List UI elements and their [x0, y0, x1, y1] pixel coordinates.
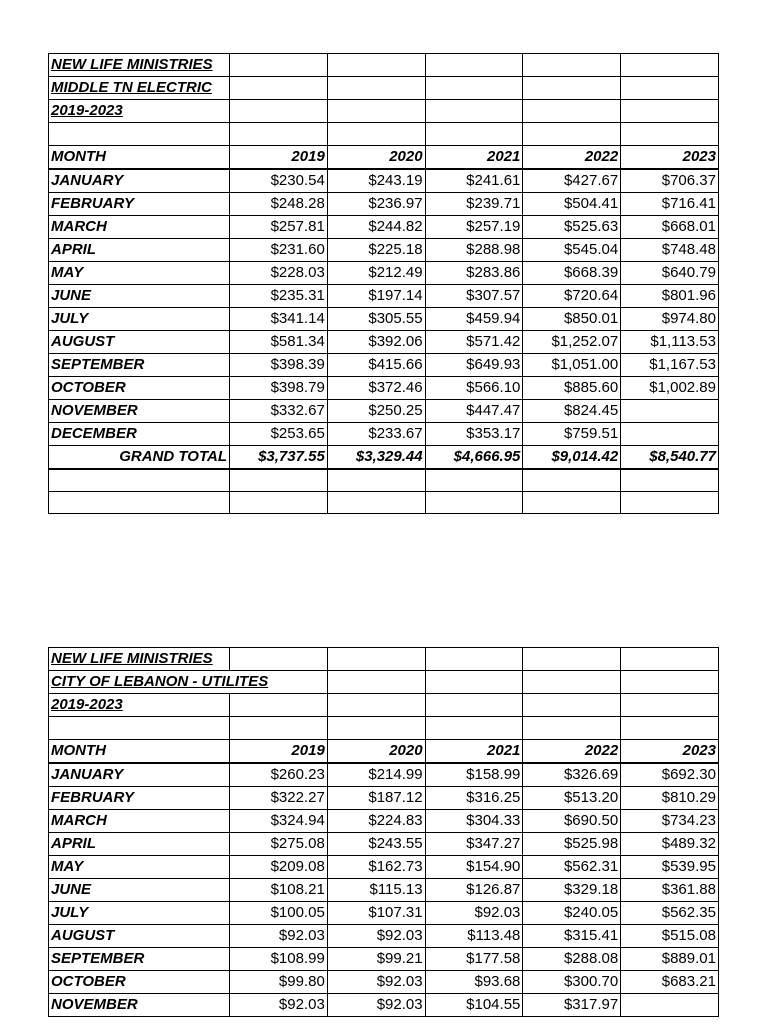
amount-cell[interactable]: $283.86: [425, 261, 523, 284]
amount-cell[interactable]: $850.01: [523, 307, 621, 330]
cell[interactable]: [523, 694, 621, 717]
amount-cell[interactable]: $1,002.89: [621, 376, 719, 399]
blank-row: [49, 717, 719, 740]
amount-cell[interactable]: $250.25: [327, 399, 425, 422]
amount-cell[interactable]: $300.70: [523, 970, 621, 993]
amount-cell[interactable]: $92.03: [230, 993, 328, 1016]
amount-cell[interactable]: $668.39: [523, 261, 621, 284]
amount-cell[interactable]: $231.60: [230, 238, 328, 261]
cell[interactable]: [523, 77, 621, 100]
amount-cell[interactable]: $260.23: [230, 763, 328, 787]
amount-cell[interactable]: $885.60: [523, 376, 621, 399]
cell[interactable]: [523, 648, 621, 671]
grand-total-label[interactable]: GRAND TOTAL: [49, 445, 230, 469]
cell[interactable]: [230, 694, 328, 717]
cell[interactable]: [523, 491, 621, 514]
amount-cell[interactable]: $539.95: [621, 855, 719, 878]
cell[interactable]: [425, 648, 523, 671]
amount-cell[interactable]: $228.03: [230, 261, 328, 284]
month-cell[interactable]: FEBRUARY: [49, 786, 230, 809]
amount-cell[interactable]: $305.55: [327, 307, 425, 330]
table-row: [49, 422, 719, 445]
cell[interactable]: [230, 54, 328, 77]
amount-cell[interactable]: $515.08: [621, 924, 719, 947]
table-row: [49, 169, 719, 193]
header-year[interactable]: 2021: [425, 739, 523, 763]
cell[interactable]: [230, 491, 328, 514]
utilities-table: [48, 647, 719, 1017]
cell[interactable]: [621, 54, 719, 77]
cell[interactable]: [425, 123, 523, 146]
table-row: [49, 832, 719, 855]
cell[interactable]: [425, 469, 523, 492]
cell[interactable]: [523, 469, 621, 492]
cell[interactable]: [327, 491, 425, 514]
month-cell[interactable]: NOVEMBER: [49, 399, 230, 422]
amount-cell[interactable]: $92.03: [230, 924, 328, 947]
cell[interactable]: [327, 54, 425, 77]
amount-cell[interactable]: $275.08: [230, 832, 328, 855]
month-cell[interactable]: APRIL: [49, 832, 230, 855]
cell[interactable]: [230, 717, 328, 740]
header-year[interactable]: 2023: [621, 145, 719, 169]
amount-cell[interactable]: $241.61: [425, 169, 523, 193]
amount-cell[interactable]: $720.64: [523, 284, 621, 307]
amount-cell[interactable]: $545.04: [523, 238, 621, 261]
amount-cell[interactable]: $113.48: [425, 924, 523, 947]
cell[interactable]: [230, 648, 328, 671]
amount-cell[interactable]: $224.83: [327, 809, 425, 832]
title-row: [49, 77, 719, 100]
table-row: [49, 376, 719, 399]
grand-total-cell[interactable]: $3,737.55: [230, 445, 328, 469]
amount-cell[interactable]: $316.25: [425, 786, 523, 809]
title-row: [49, 648, 719, 671]
header-year[interactable]: 2019: [230, 739, 328, 763]
title-row: [49, 54, 719, 77]
amount-cell[interactable]: $1,252.07: [523, 330, 621, 353]
amount-cell[interactable]: $253.65: [230, 422, 328, 445]
amount-cell[interactable]: $347.27: [425, 832, 523, 855]
cell[interactable]: [425, 54, 523, 77]
amount-cell[interactable]: $640.79: [621, 261, 719, 284]
amount-cell[interactable]: $93.68: [425, 970, 523, 993]
header-row: [49, 145, 719, 169]
vendor-title[interactable]: MIDDLE TN ELECTRIC: [49, 77, 230, 100]
amount-cell[interactable]: $257.19: [425, 215, 523, 238]
amount-cell[interactable]: $197.14: [327, 284, 425, 307]
year-range-title[interactable]: 2019-2023: [49, 100, 230, 123]
cell[interactable]: [49, 491, 230, 514]
amount-cell[interactable]: $288.08: [523, 947, 621, 970]
amount-cell[interactable]: $692.30: [621, 763, 719, 787]
cell[interactable]: [621, 648, 719, 671]
header-year[interactable]: 2019: [230, 145, 328, 169]
amount-cell[interactable]: $447.47: [425, 399, 523, 422]
table-row: [49, 970, 719, 993]
amount-cell[interactable]: $974.80: [621, 307, 719, 330]
header-year[interactable]: 2022: [523, 145, 621, 169]
table-row: [49, 855, 719, 878]
header-month[interactable]: MONTH: [49, 145, 230, 169]
amount-cell[interactable]: $427.67: [523, 169, 621, 193]
table-row: [49, 878, 719, 901]
amount-cell[interactable]: $372.46: [327, 376, 425, 399]
amount-cell[interactable]: [621, 399, 719, 422]
cell[interactable]: [327, 671, 425, 694]
amount-cell[interactable]: $233.67: [327, 422, 425, 445]
amount-cell[interactable]: $566.10: [425, 376, 523, 399]
grand-total-cell[interactable]: $3,329.44: [327, 445, 425, 469]
cell[interactable]: [621, 491, 719, 514]
month-cell[interactable]: JANUARY: [49, 169, 230, 193]
month-cell[interactable]: MARCH: [49, 809, 230, 832]
blank-row: [49, 469, 719, 492]
amount-cell[interactable]: $759.51: [523, 422, 621, 445]
header-year[interactable]: 2020: [327, 739, 425, 763]
month-cell[interactable]: NOVEMBER: [49, 993, 230, 1016]
cell[interactable]: [523, 54, 621, 77]
amount-cell[interactable]: $504.41: [523, 192, 621, 215]
amount-cell[interactable]: $398.79: [230, 376, 328, 399]
amount-cell[interactable]: [621, 422, 719, 445]
cell[interactable]: [230, 77, 328, 100]
amount-cell[interactable]: $99.80: [230, 970, 328, 993]
table-row: [49, 786, 719, 809]
month-cell[interactable]: MAY: [49, 855, 230, 878]
month-cell[interactable]: JUNE: [49, 878, 230, 901]
amount-cell[interactable]: $243.55: [327, 832, 425, 855]
amount-cell[interactable]: $288.98: [425, 238, 523, 261]
table-row: [49, 924, 719, 947]
amount-cell[interactable]: $162.73: [327, 855, 425, 878]
month-cell[interactable]: AUGUST: [49, 330, 230, 353]
amount-cell[interactable]: $716.41: [621, 192, 719, 215]
electric-table: [48, 53, 719, 514]
month-cell[interactable]: SEPTEMBER: [49, 353, 230, 376]
amount-cell[interactable]: $392.06: [327, 330, 425, 353]
amount-cell[interactable]: $307.57: [425, 284, 523, 307]
cell[interactable]: [49, 717, 230, 740]
month-cell[interactable]: MAY: [49, 261, 230, 284]
amount-cell[interactable]: $126.87: [425, 878, 523, 901]
month-cell[interactable]: JULY: [49, 307, 230, 330]
month-cell[interactable]: MARCH: [49, 215, 230, 238]
amount-cell[interactable]: $235.31: [230, 284, 328, 307]
cell[interactable]: [230, 100, 328, 123]
amount-cell[interactable]: $115.13: [327, 878, 425, 901]
amount-cell[interactable]: $801.96: [621, 284, 719, 307]
cell[interactable]: [621, 77, 719, 100]
amount-cell[interactable]: [621, 993, 719, 1016]
cell[interactable]: [327, 648, 425, 671]
table-row: [49, 330, 719, 353]
amount-cell[interactable]: $562.35: [621, 901, 719, 924]
amount-cell[interactable]: $154.90: [425, 855, 523, 878]
table-row: [49, 215, 719, 238]
vendor-title[interactable]: CITY OF LEBANON - UTILITES: [49, 671, 230, 694]
month-cell[interactable]: OCTOBER: [49, 376, 230, 399]
amount-cell[interactable]: $361.88: [621, 878, 719, 901]
amount-cell[interactable]: $668.01: [621, 215, 719, 238]
amount-cell[interactable]: $734.23: [621, 809, 719, 832]
amount-cell[interactable]: $92.03: [327, 970, 425, 993]
cell[interactable]: [523, 717, 621, 740]
title-row: [49, 671, 719, 694]
table-row: [49, 192, 719, 215]
cell[interactable]: [621, 717, 719, 740]
cell[interactable]: [621, 100, 719, 123]
cell[interactable]: [327, 694, 425, 717]
table-row: [49, 399, 719, 422]
table-row: [49, 238, 719, 261]
amount-cell[interactable]: $810.29: [621, 786, 719, 809]
amount-cell[interactable]: $214.99: [327, 763, 425, 787]
table-row: [49, 763, 719, 787]
amount-cell[interactable]: $322.27: [230, 786, 328, 809]
amount-cell[interactable]: $341.14: [230, 307, 328, 330]
cell[interactable]: [230, 123, 328, 146]
amount-cell[interactable]: $243.19: [327, 169, 425, 193]
cell[interactable]: [425, 491, 523, 514]
amount-cell[interactable]: $248.28: [230, 192, 328, 215]
amount-cell[interactable]: $889.01: [621, 947, 719, 970]
header-month[interactable]: MONTH: [49, 739, 230, 763]
cell[interactable]: [327, 77, 425, 100]
cell[interactable]: [523, 671, 621, 694]
blank-row: [49, 123, 719, 146]
amount-cell[interactable]: $489.32: [621, 832, 719, 855]
year-range-title[interactable]: 2019-2023: [49, 694, 230, 717]
amount-cell[interactable]: $683.21: [621, 970, 719, 993]
amount-cell[interactable]: $209.08: [230, 855, 328, 878]
cell[interactable]: [230, 469, 328, 492]
table-row: [49, 809, 719, 832]
grand-total-cell[interactable]: $8,540.77: [621, 445, 719, 469]
amount-cell[interactable]: $332.67: [230, 399, 328, 422]
org-title[interactable]: NEW LIFE MINISTRIES: [49, 648, 230, 671]
amount-cell[interactable]: $304.33: [425, 809, 523, 832]
title-row: [49, 694, 719, 717]
amount-cell[interactable]: $317.97: [523, 993, 621, 1016]
amount-cell[interactable]: $244.82: [327, 215, 425, 238]
month-cell[interactable]: DECEMBER: [49, 422, 230, 445]
month-cell[interactable]: SEPTEMBER: [49, 947, 230, 970]
header-year[interactable]: 2020: [327, 145, 425, 169]
cell[interactable]: [327, 100, 425, 123]
amount-cell[interactable]: $415.66: [327, 353, 425, 376]
cell[interactable]: [425, 671, 523, 694]
table-row: [49, 901, 719, 924]
amount-cell[interactable]: $225.18: [327, 238, 425, 261]
amount-cell[interactable]: $107.31: [327, 901, 425, 924]
amount-cell[interactable]: $571.42: [425, 330, 523, 353]
cell[interactable]: [327, 469, 425, 492]
amount-cell[interactable]: $581.34: [230, 330, 328, 353]
cell[interactable]: [425, 717, 523, 740]
amount-cell[interactable]: $1,051.00: [523, 353, 621, 376]
amount-cell[interactable]: $99.21: [327, 947, 425, 970]
cell[interactable]: [49, 123, 230, 146]
grand-total-cell[interactable]: $4,666.95: [425, 445, 523, 469]
amount-cell[interactable]: $257.81: [230, 215, 328, 238]
amount-cell[interactable]: $706.37: [621, 169, 719, 193]
amount-cell[interactable]: $1,113.53: [621, 330, 719, 353]
cell[interactable]: [621, 469, 719, 492]
amount-cell[interactable]: $177.58: [425, 947, 523, 970]
amount-cell[interactable]: $329.18: [523, 878, 621, 901]
table-row: [49, 947, 719, 970]
header-year[interactable]: 2021: [425, 145, 523, 169]
amount-cell[interactable]: $525.63: [523, 215, 621, 238]
amount-cell[interactable]: $104.55: [425, 993, 523, 1016]
month-cell[interactable]: FEBRUARY: [49, 192, 230, 215]
table-row: [49, 284, 719, 307]
table-row: [49, 307, 719, 330]
cell[interactable]: [425, 694, 523, 717]
amount-cell[interactable]: $108.21: [230, 878, 328, 901]
amount-cell[interactable]: $324.94: [230, 809, 328, 832]
grand-total-row: [49, 445, 719, 469]
month-cell[interactable]: JULY: [49, 901, 230, 924]
amount-cell[interactable]: $824.45: [523, 399, 621, 422]
amount-cell[interactable]: $100.05: [230, 901, 328, 924]
table-row: [49, 993, 719, 1016]
title-row: [49, 100, 719, 123]
cell[interactable]: [327, 123, 425, 146]
amount-cell[interactable]: $158.99: [425, 763, 523, 787]
table-row: [49, 261, 719, 284]
org-title[interactable]: NEW LIFE MINISTRIES: [49, 54, 230, 77]
amount-cell[interactable]: $230.54: [230, 169, 328, 193]
amount-cell[interactable]: $92.03: [327, 993, 425, 1016]
amount-cell[interactable]: $108.99: [230, 947, 328, 970]
cell[interactable]: [425, 100, 523, 123]
amount-cell[interactable]: $92.03: [327, 924, 425, 947]
amount-cell[interactable]: $690.50: [523, 809, 621, 832]
header-year[interactable]: 2022: [523, 739, 621, 763]
month-cell[interactable]: JANUARY: [49, 763, 230, 787]
cell[interactable]: [621, 694, 719, 717]
cell[interactable]: [523, 100, 621, 123]
amount-cell[interactable]: $236.97: [327, 192, 425, 215]
amount-cell[interactable]: $1,167.53: [621, 353, 719, 376]
amount-cell[interactable]: $525.98: [523, 832, 621, 855]
month-cell[interactable]: APRIL: [49, 238, 230, 261]
cell[interactable]: [621, 671, 719, 694]
amount-cell[interactable]: $92.03: [425, 901, 523, 924]
grand-total-cell[interactable]: $9,014.42: [523, 445, 621, 469]
month-cell[interactable]: JUNE: [49, 284, 230, 307]
month-cell[interactable]: OCTOBER: [49, 970, 230, 993]
cell[interactable]: [621, 123, 719, 146]
header-year[interactable]: 2023: [621, 739, 719, 763]
month-cell[interactable]: AUGUST: [49, 924, 230, 947]
amount-cell[interactable]: $315.41: [523, 924, 621, 947]
amount-cell[interactable]: $326.69: [523, 763, 621, 787]
amount-cell[interactable]: $562.31: [523, 855, 621, 878]
cell[interactable]: [425, 77, 523, 100]
amount-cell[interactable]: $459.94: [425, 307, 523, 330]
cell[interactable]: [49, 469, 230, 492]
header-row: [49, 739, 719, 763]
amount-cell[interactable]: $212.49: [327, 261, 425, 284]
cell[interactable]: [327, 717, 425, 740]
amount-cell[interactable]: $187.12: [327, 786, 425, 809]
amount-cell[interactable]: $748.48: [621, 238, 719, 261]
amount-cell[interactable]: $240.05: [523, 901, 621, 924]
blank-row: [49, 491, 719, 514]
amount-cell[interactable]: $398.39: [230, 353, 328, 376]
amount-cell[interactable]: $239.71: [425, 192, 523, 215]
table-row: [49, 353, 719, 376]
amount-cell[interactable]: $513.20: [523, 786, 621, 809]
cell[interactable]: [523, 123, 621, 146]
amount-cell[interactable]: $353.17: [425, 422, 523, 445]
amount-cell[interactable]: $649.93: [425, 353, 523, 376]
